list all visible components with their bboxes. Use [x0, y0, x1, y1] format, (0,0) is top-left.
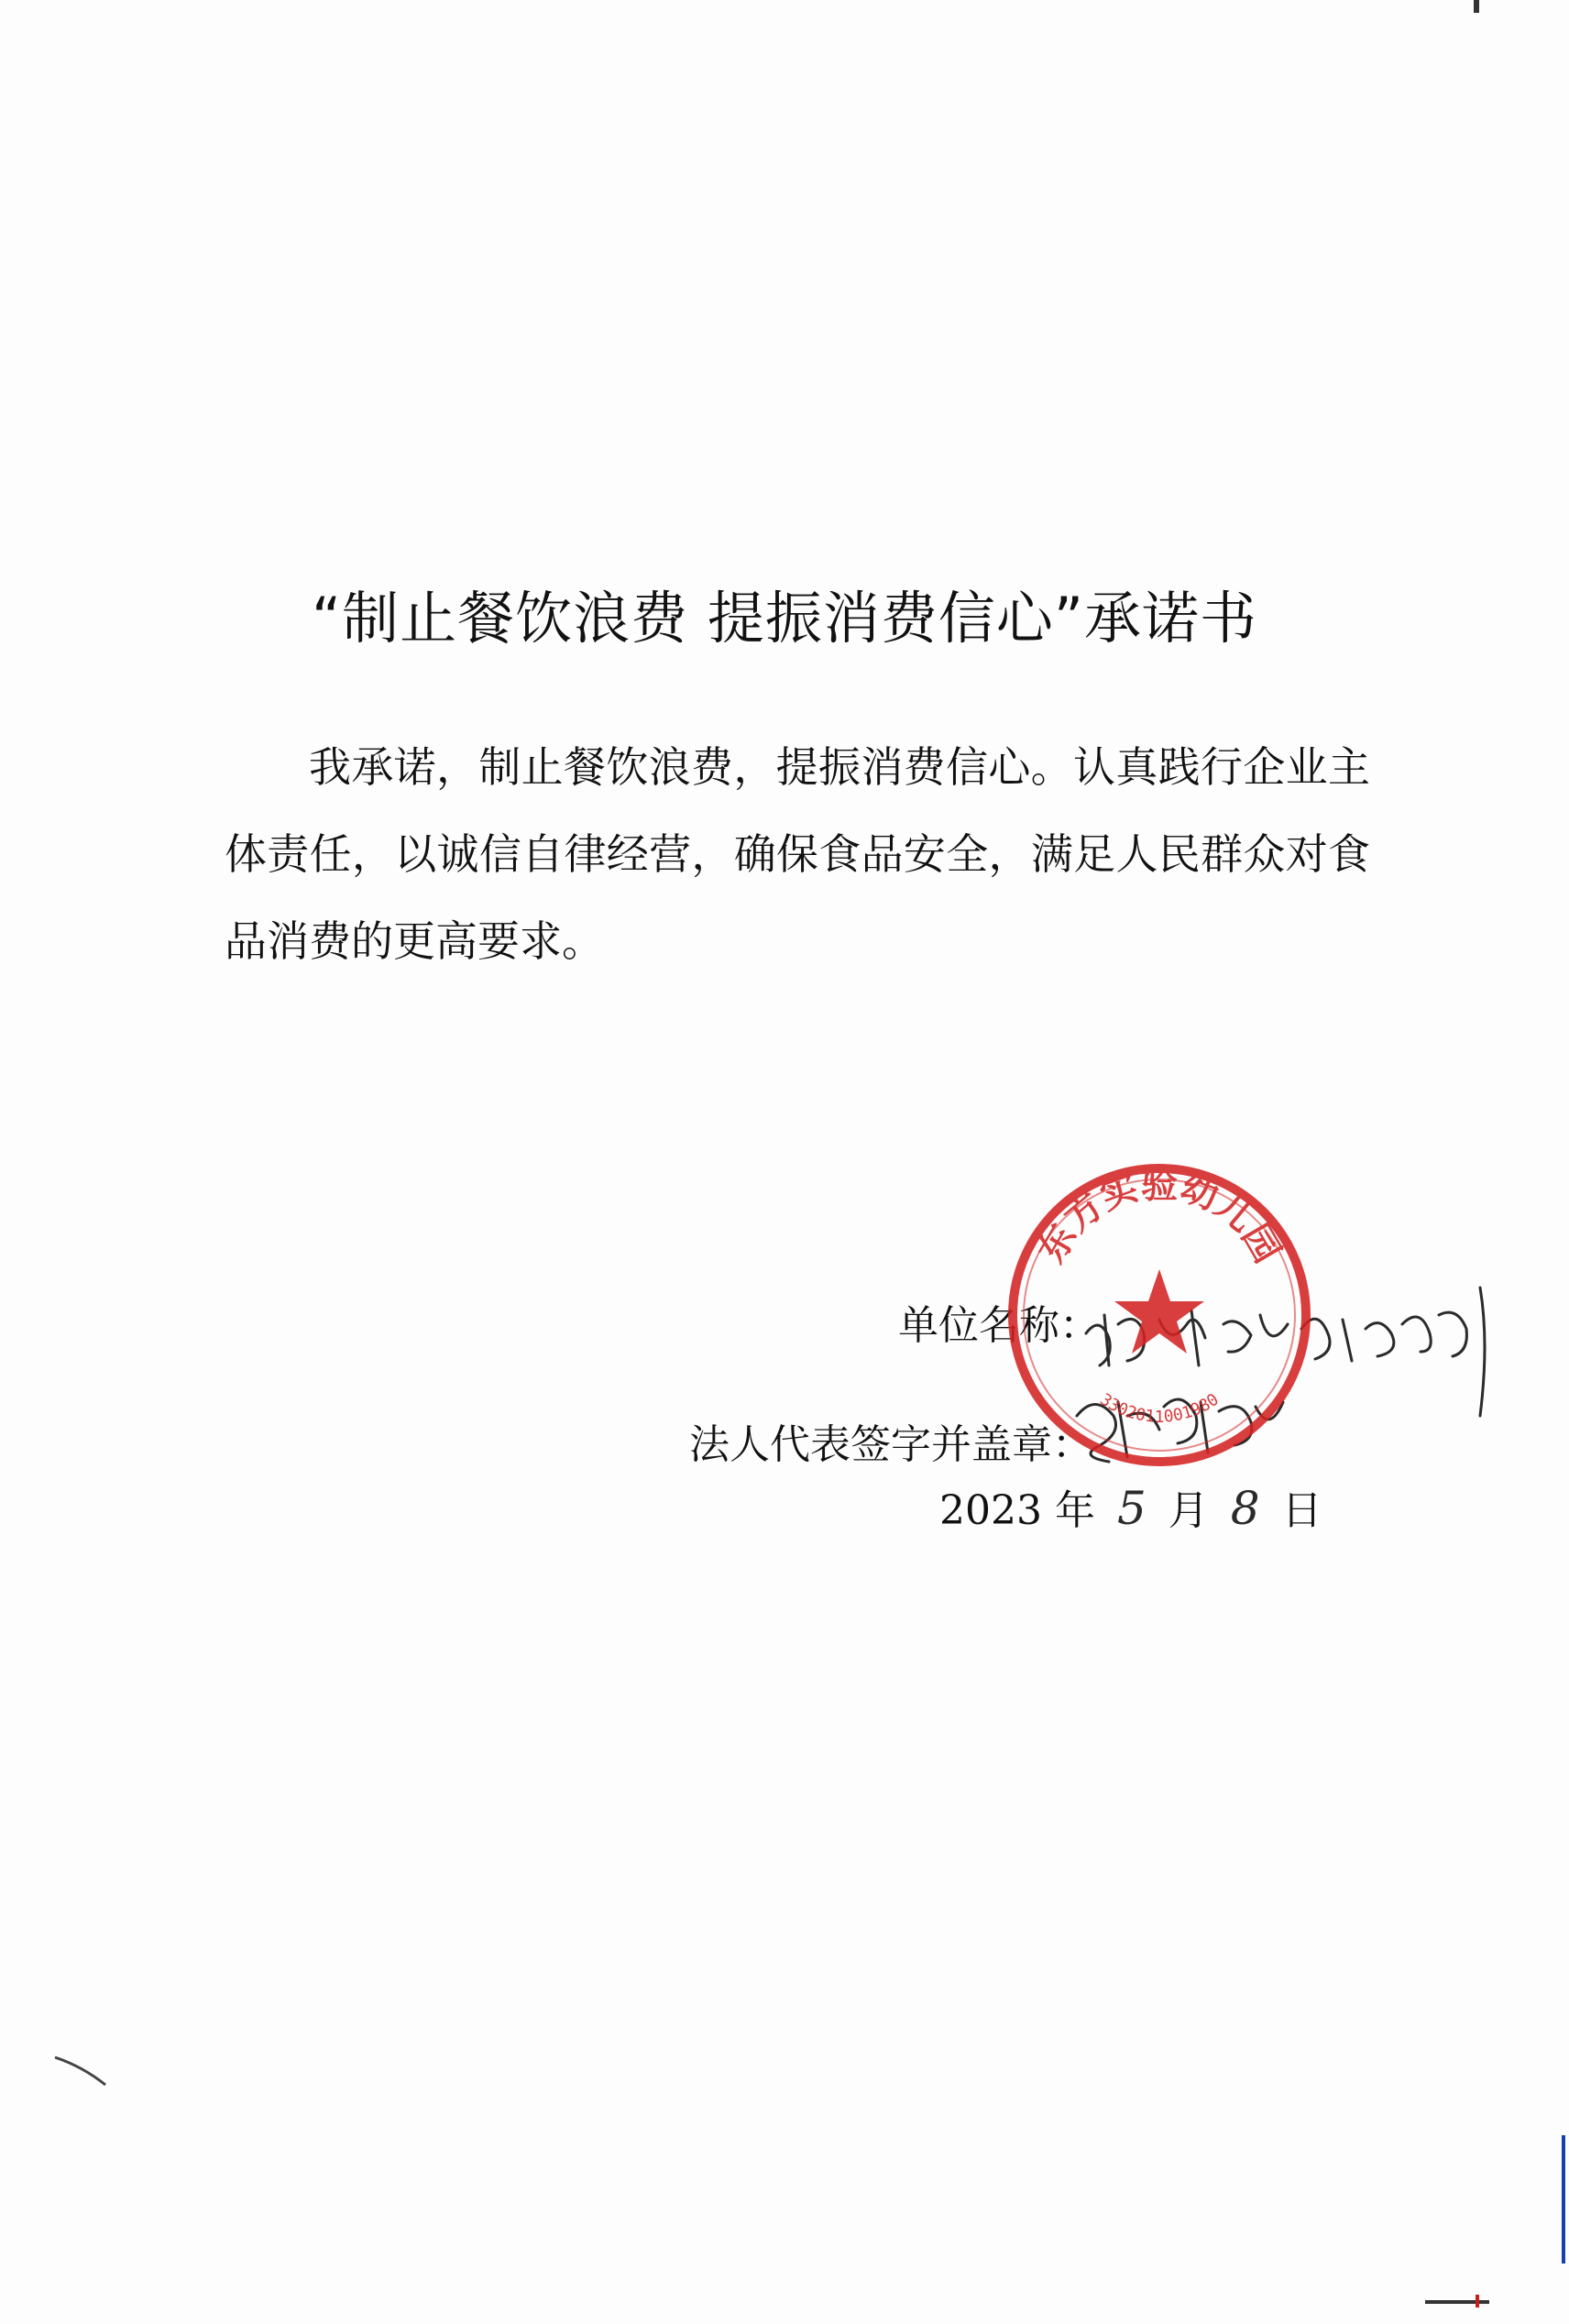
unit-name-label: 单位名称： — [898, 1302, 1100, 1349]
seal-star-icon — [1114, 1269, 1204, 1354]
scan-edge-mark-bottom — [1425, 2300, 1489, 2304]
scan-edge-mark — [1474, 0, 1479, 13]
date-month-unit: 月 — [1168, 1487, 1209, 1534]
legal-rep-label: 法人代表签字并盖章： — [689, 1421, 1092, 1468]
date-row — [939, 1477, 1322, 1536]
scan-edge-mark-right — [1551, 2135, 1569, 2309]
date-year: 2023 — [939, 1487, 1042, 1534]
pledge-body: 我承诺，制止餐饮浪费，提振消费信心。认真践行企业主体责任，以诚信自律经营，确保食品安全，满足人民群众对食品消费的更高要求。 — [225, 742, 1370, 966]
date-day-handwritten: 8 — [1230, 1482, 1260, 1535]
seal-number-text: 3302011001980 — [1096, 1389, 1223, 1427]
official-seal — [1004, 1159, 1315, 1471]
seal-name-text: 东方实验幼儿园 — [1030, 1164, 1289, 1270]
date-month-handwritten: 5 — [1116, 1482, 1147, 1535]
date-year-unit: 年 — [1054, 1487, 1095, 1534]
scan-edge-mark-red — [1476, 2295, 1479, 2308]
date-day-unit: 日 — [1281, 1487, 1322, 1534]
document-title: “制止餐饮浪费 提振消费信心”承诺书 — [312, 585, 1257, 652]
scan-artifact-mark — [50, 2053, 115, 2089]
